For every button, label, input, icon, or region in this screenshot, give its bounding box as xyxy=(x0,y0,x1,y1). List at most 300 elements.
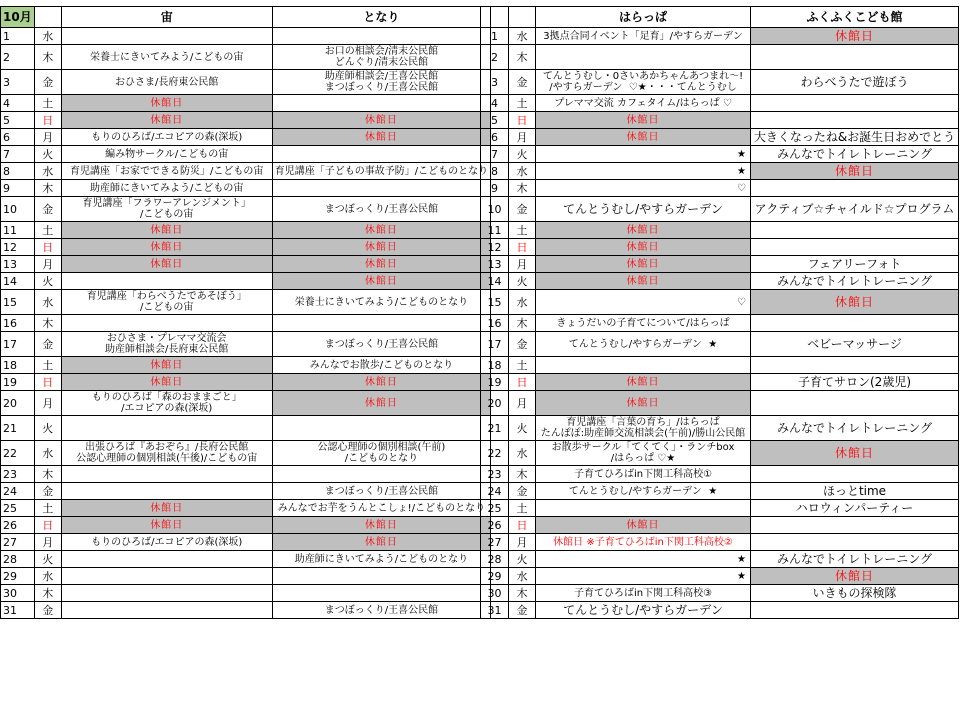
day-of-week: 日 xyxy=(34,239,61,256)
day-number: 14 xyxy=(1,273,35,290)
day-of-week: 日 xyxy=(34,112,61,129)
table-row xyxy=(1,95,491,112)
day-number: 13 xyxy=(1,256,35,273)
fuku-event-cell xyxy=(751,391,959,416)
fuku-event-cell: フェアリーフォト xyxy=(751,256,959,273)
fuku-event-cell xyxy=(751,466,959,483)
sora-event-cell: 休館日 xyxy=(61,374,272,391)
harappa-event-cell: 休館日 xyxy=(536,517,751,534)
tonari-event-cell: 助産師相談会/王喜公民館 まつぼっくり/王喜公民館 xyxy=(272,70,490,95)
tonari-event-cell: まつぼっくり/王喜公民館 xyxy=(272,602,490,619)
day-of-week: 土 xyxy=(34,357,61,374)
table-row xyxy=(1,273,491,290)
day-number: 20 xyxy=(481,391,509,416)
table-row xyxy=(481,332,959,357)
day-number: 26 xyxy=(1,517,35,534)
day-number: 22 xyxy=(481,441,509,466)
day-of-week: 金 xyxy=(509,70,536,95)
table-row xyxy=(481,129,959,146)
sora-event-cell: 育児講座「フラワーアレンジメント」 /こどもの宙 xyxy=(61,197,272,222)
fuku-event-cell xyxy=(751,180,959,197)
day-number: 10 xyxy=(1,197,35,222)
day-of-week: 日 xyxy=(34,517,61,534)
table-row xyxy=(481,568,959,585)
table-row xyxy=(1,222,491,239)
tonari-event-cell: 育児講座「子どもの事故予防」/こどものとなり xyxy=(272,163,490,180)
sora-event-cell: もりのひろば「森のおままごと」 /エコピアの森(深坂) xyxy=(61,391,272,416)
day-of-week: 火 xyxy=(34,273,61,290)
day-of-week: 金 xyxy=(509,197,536,222)
day-number: 14 xyxy=(481,273,509,290)
day-number: 15 xyxy=(481,290,509,315)
left-header-row xyxy=(1,7,491,28)
harappa-event-cell: 3拠点合同イベント「足育」/やすらガーデン xyxy=(536,28,751,45)
tonari-event-cell xyxy=(272,28,490,45)
fuku-event-cell: みんなでトイレトレーニング xyxy=(751,551,959,568)
day-of-week: 木 xyxy=(509,45,536,70)
fuku-event-cell: わらべうたで遊ぼう xyxy=(751,70,959,95)
day-number: 4 xyxy=(1,95,35,112)
fuku-event-cell: 休館日 xyxy=(751,163,959,180)
sora-event-cell: 編み物サークル/こどもの宙 xyxy=(61,146,272,163)
sora-event-cell xyxy=(61,466,272,483)
tonari-event-cell: まつぼっくり/王喜公民館 xyxy=(272,332,490,357)
day-number: 7 xyxy=(1,146,35,163)
day-number: 9 xyxy=(481,180,509,197)
table-row xyxy=(481,585,959,602)
sora-event-cell: 休館日 xyxy=(61,256,272,273)
table-row xyxy=(481,273,959,290)
day-number: 11 xyxy=(1,222,35,239)
day-of-week: 月 xyxy=(509,129,536,146)
day-of-week: 金 xyxy=(34,197,61,222)
right-column-header-fuku: ふくふくこども館 xyxy=(751,7,959,28)
table-row xyxy=(1,551,491,568)
sora-event-cell: 休館日 xyxy=(61,95,272,112)
day-of-week: 土 xyxy=(34,95,61,112)
fuku-event-cell: ハロウィンパーティー xyxy=(751,500,959,517)
day-of-week: 日 xyxy=(509,374,536,391)
harappa-event-cell: ★ xyxy=(536,163,751,180)
sora-event-cell: 休館日 xyxy=(61,222,272,239)
table-row xyxy=(481,483,959,500)
day-number: 28 xyxy=(481,551,509,568)
table-row xyxy=(1,391,491,416)
day-number: 28 xyxy=(1,551,35,568)
table-row xyxy=(481,180,959,197)
day-number: 17 xyxy=(1,332,35,357)
tonari-event-cell: 助産師にきいてみよう/こどものとなり xyxy=(272,551,490,568)
day-of-week: 金 xyxy=(509,602,536,619)
harappa-event-cell: ♡ xyxy=(536,180,751,197)
sora-event-cell: おひさま/長府東公民館 xyxy=(61,70,272,95)
table-row xyxy=(1,315,491,332)
sora-event-cell: 休館日 xyxy=(61,239,272,256)
day-number: 29 xyxy=(1,568,35,585)
day-number: 4 xyxy=(481,95,509,112)
sora-event-cell: もりのひろば/エコピアの森(深坂) xyxy=(61,534,272,551)
day-of-week: 日 xyxy=(509,112,536,129)
day-number: 1 xyxy=(481,28,509,45)
sora-event-cell: 育児講座「お家でできる防災」/こどもの宙 xyxy=(61,163,272,180)
sora-event-cell: 休館日 xyxy=(61,112,272,129)
day-number: 5 xyxy=(481,112,509,129)
day-of-week: 日 xyxy=(509,517,536,534)
day-of-week: 月 xyxy=(509,256,536,273)
fuku-event-cell xyxy=(751,357,959,374)
tonari-event-cell: お口の相談会/清末公民館 どんぐり/清末公民館 xyxy=(272,45,490,70)
day-of-week: 日 xyxy=(34,374,61,391)
sora-event-cell: 出張ひろば『あおぞら』/長府公民館 公認心理師の個別相談(午後)/こどもの宙 xyxy=(61,441,272,466)
day-of-week: 月 xyxy=(34,534,61,551)
fuku-event-cell xyxy=(751,95,959,112)
table-row xyxy=(1,416,491,441)
sora-event-cell: 休館日 xyxy=(61,500,272,517)
sora-event-cell: もりのひろば/エコピアの森(深坂) xyxy=(61,129,272,146)
fuku-event-cell: いきもの探検隊 xyxy=(751,585,959,602)
day-of-week: 水 xyxy=(509,290,536,315)
day-number: 19 xyxy=(481,374,509,391)
day-number: 29 xyxy=(481,568,509,585)
fuku-event-cell xyxy=(751,239,959,256)
table-row xyxy=(1,70,491,95)
day-number: 23 xyxy=(481,466,509,483)
table-row xyxy=(481,602,959,619)
day-of-week: 木 xyxy=(34,466,61,483)
day-of-week: 土 xyxy=(34,222,61,239)
table-row xyxy=(1,602,491,619)
sora-event-cell xyxy=(61,416,272,441)
day-of-week: 土 xyxy=(509,357,536,374)
day-number: 18 xyxy=(1,357,35,374)
harappa-event-cell: 休館日 ※子育てひろばin下関工科高校② xyxy=(536,534,751,551)
day-of-week: 火 xyxy=(509,273,536,290)
tonari-event-cell: 休館日 xyxy=(272,256,490,273)
tonari-event-cell: みんなでお芋をうんとこしょ!/こどものとなり xyxy=(272,500,490,517)
harappa-event-cell: ★ xyxy=(536,146,751,163)
harappa-event-cell: 休館日 xyxy=(536,222,751,239)
fuku-event-cell: 休館日 xyxy=(751,568,959,585)
fuku-event-cell: アクティブ☆チャイルド☆プログラム xyxy=(751,197,959,222)
day-number: 12 xyxy=(481,239,509,256)
day-of-week: 水 xyxy=(34,441,61,466)
sora-event-cell: 休館日 xyxy=(61,517,272,534)
day-of-week: 金 xyxy=(34,483,61,500)
day-number: 11 xyxy=(481,222,509,239)
table-row xyxy=(481,534,959,551)
day-number: 24 xyxy=(481,483,509,500)
right-dow-header xyxy=(509,7,536,28)
day-of-week: 金 xyxy=(34,602,61,619)
harappa-event-cell: ★ xyxy=(536,551,751,568)
day-number: 21 xyxy=(481,416,509,441)
table-row xyxy=(481,315,959,332)
day-of-week: 水 xyxy=(34,290,61,315)
tonari-event-cell: 休館日 xyxy=(272,112,490,129)
table-row xyxy=(1,332,491,357)
day-number: 25 xyxy=(1,500,35,517)
table-row xyxy=(481,551,959,568)
day-of-week: 土 xyxy=(34,500,61,517)
table-row xyxy=(1,256,491,273)
day-of-week: 金 xyxy=(34,70,61,95)
day-number: 31 xyxy=(1,602,35,619)
tonari-event-cell: 休館日 xyxy=(272,374,490,391)
fuku-event-cell xyxy=(751,534,959,551)
table-row xyxy=(1,28,491,45)
harappa-event-cell: てんとうむし/やすらガーデン ★ xyxy=(536,332,751,357)
harappa-event-cell: 子育てひろばin下関工科高校① xyxy=(536,466,751,483)
day-number: 16 xyxy=(481,315,509,332)
day-of-week: 日 xyxy=(509,239,536,256)
day-number: 3 xyxy=(1,70,35,95)
tonari-event-cell: 休館日 xyxy=(272,517,490,534)
day-of-week: 金 xyxy=(34,332,61,357)
tonari-event-cell: みんなでお散歩/こどものとなり xyxy=(272,357,490,374)
fuku-event-cell xyxy=(751,222,959,239)
tonari-event-cell: 休館日 xyxy=(272,222,490,239)
day-number: 27 xyxy=(1,534,35,551)
fuku-event-cell: みんなでトイレトレーニング xyxy=(751,273,959,290)
sora-event-cell xyxy=(61,28,272,45)
day-number: 26 xyxy=(481,517,509,534)
day-number: 23 xyxy=(1,466,35,483)
tonari-event-cell xyxy=(272,95,490,112)
tonari-event-cell: 公認心理師の個別相談(午前) /こどものとなり xyxy=(272,441,490,466)
table-row xyxy=(481,112,959,129)
sora-event-cell: 助産師にきいてみよう/こどもの宙 xyxy=(61,180,272,197)
harappa-event-cell: ★ xyxy=(536,568,751,585)
table-row xyxy=(1,163,491,180)
day-number: 16 xyxy=(1,315,35,332)
fuku-event-cell: みんなでトイレトレーニング xyxy=(751,146,959,163)
day-number: 2 xyxy=(1,45,35,70)
day-number: 2 xyxy=(481,45,509,70)
harappa-event-cell: 休館日 xyxy=(536,374,751,391)
day-number: 31 xyxy=(481,602,509,619)
day-number: 9 xyxy=(1,180,35,197)
sora-event-cell xyxy=(61,483,272,500)
day-of-week: 火 xyxy=(34,551,61,568)
day-number: 30 xyxy=(481,585,509,602)
sora-event-cell xyxy=(61,273,272,290)
harappa-event-cell xyxy=(536,357,751,374)
left-month-header: 10月 xyxy=(1,7,35,28)
table-row xyxy=(481,374,959,391)
sora-event-cell xyxy=(61,602,272,619)
table-row xyxy=(1,517,491,534)
tonari-event-cell: 休館日 xyxy=(272,534,490,551)
day-number: 6 xyxy=(1,129,35,146)
right-month-header xyxy=(481,7,509,28)
day-number: 3 xyxy=(481,70,509,95)
day-number: 17 xyxy=(481,332,509,357)
day-of-week: 土 xyxy=(509,500,536,517)
harappa-event-cell: 休館日 xyxy=(536,273,751,290)
table-row xyxy=(1,534,491,551)
day-number: 27 xyxy=(481,534,509,551)
day-number: 30 xyxy=(1,585,35,602)
table-row xyxy=(481,28,959,45)
day-of-week: 月 xyxy=(509,534,536,551)
tonari-event-cell: 栄養士にきいてみよう/こどものとなり xyxy=(272,290,490,315)
day-of-week: 土 xyxy=(509,95,536,112)
harappa-event-cell: きょうだいの子育てについて/はらっぱ xyxy=(536,315,751,332)
day-of-week: 月 xyxy=(34,391,61,416)
table-row xyxy=(1,357,491,374)
day-number: 1 xyxy=(1,28,35,45)
day-number: 8 xyxy=(481,163,509,180)
day-number: 22 xyxy=(1,441,35,466)
table-row xyxy=(481,357,959,374)
sora-event-cell xyxy=(61,551,272,568)
sora-event-cell xyxy=(61,315,272,332)
right-header-row xyxy=(481,7,959,28)
day-of-week: 金 xyxy=(509,332,536,357)
table-row xyxy=(481,500,959,517)
harappa-event-cell: 休館日 xyxy=(536,256,751,273)
tonari-event-cell xyxy=(272,585,490,602)
day-of-week: 木 xyxy=(509,585,536,602)
left-schedule-table xyxy=(0,6,491,619)
table-row xyxy=(481,290,959,315)
day-of-week: 月 xyxy=(34,256,61,273)
sora-event-cell: 栄養士にきいてみよう/こどもの宙 xyxy=(61,45,272,70)
table-row xyxy=(481,45,959,70)
day-of-week: 水 xyxy=(34,163,61,180)
tonari-event-cell xyxy=(272,146,490,163)
harappa-event-cell: 休館日 xyxy=(536,239,751,256)
day-number: 24 xyxy=(1,483,35,500)
day-of-week: 木 xyxy=(34,180,61,197)
table-row xyxy=(481,70,959,95)
fuku-event-cell: 休館日 xyxy=(751,290,959,315)
harappa-event-cell: お散歩サークル「てくてく」・ランチbox /はらっぱ ♡★ xyxy=(536,441,751,466)
table-row xyxy=(481,416,959,441)
day-number: 7 xyxy=(481,146,509,163)
day-number: 10 xyxy=(481,197,509,222)
day-number: 6 xyxy=(481,129,509,146)
table-row xyxy=(1,112,491,129)
day-of-week: 木 xyxy=(34,585,61,602)
fuku-event-cell xyxy=(751,517,959,534)
table-row xyxy=(1,483,491,500)
day-of-week: 水 xyxy=(509,28,536,45)
left-column-header-tonari: となり xyxy=(272,7,490,28)
harappa-event-cell: てんとうむし・0さいあかちゃんあつまれ〜! /やすらガーデン ♡★・・・てんとうむし xyxy=(536,70,751,95)
day-number: 12 xyxy=(1,239,35,256)
day-of-week: 水 xyxy=(34,568,61,585)
fuku-event-cell: 休館日 xyxy=(751,28,959,45)
day-of-week: 火 xyxy=(509,146,536,163)
day-number: 20 xyxy=(1,391,35,416)
sora-event-cell: おひさま・プレママ交流会 助産師相談会/長府東公民館 xyxy=(61,332,272,357)
harappa-event-cell: てんとうむし/やすらガーデン xyxy=(536,602,751,619)
table-row xyxy=(1,374,491,391)
day-number: 21 xyxy=(1,416,35,441)
day-number: 8 xyxy=(1,163,35,180)
harappa-event-cell xyxy=(536,500,751,517)
table-row xyxy=(1,585,491,602)
tonari-event-cell xyxy=(272,416,490,441)
harappa-event-cell: 子育てひろばin下関工科高校③ xyxy=(536,585,751,602)
table-row xyxy=(481,239,959,256)
harappa-event-cell: ♡ xyxy=(536,290,751,315)
right-schedule-table xyxy=(480,6,959,619)
tonari-event-cell: まつぼっくり/王喜公民館 xyxy=(272,483,490,500)
day-of-week: 水 xyxy=(509,163,536,180)
harappa-event-cell: プレママ交流 カフェタイム/はらっぱ ♡ xyxy=(536,95,751,112)
harappa-event-cell: 休館日 xyxy=(536,129,751,146)
day-of-week: 木 xyxy=(509,180,536,197)
day-of-week: 木 xyxy=(509,315,536,332)
day-number: 15 xyxy=(1,290,35,315)
day-number: 25 xyxy=(481,500,509,517)
day-of-week: 火 xyxy=(34,146,61,163)
fuku-event-cell: 休館日 xyxy=(751,441,959,466)
table-row xyxy=(481,517,959,534)
table-row xyxy=(1,441,491,466)
table-row xyxy=(481,197,959,222)
day-of-week: 水 xyxy=(509,568,536,585)
fuku-event-cell: 大きくなったね&お誕生日おめでとう xyxy=(751,129,959,146)
tonari-event-cell: 休館日 xyxy=(272,391,490,416)
fuku-event-cell: みんなでトイレトレーニング xyxy=(751,416,959,441)
fuku-event-cell xyxy=(751,602,959,619)
table-row xyxy=(481,146,959,163)
day-of-week: 金 xyxy=(509,483,536,500)
day-of-week: 火 xyxy=(509,551,536,568)
left-dow-header xyxy=(34,7,61,28)
sora-event-cell xyxy=(61,585,272,602)
day-number: 5 xyxy=(1,112,35,129)
table-row xyxy=(1,466,491,483)
day-of-week: 火 xyxy=(34,416,61,441)
day-of-week: 水 xyxy=(509,441,536,466)
tonari-event-cell xyxy=(272,180,490,197)
harappa-event-cell: てんとうむし/やすらガーデン xyxy=(536,197,751,222)
sora-event-cell: 育児講座「わらべうたであそぼう」 /こどもの宙 xyxy=(61,290,272,315)
tonari-event-cell: 休館日 xyxy=(272,239,490,256)
table-row xyxy=(481,391,959,416)
table-row xyxy=(481,441,959,466)
day-number: 13 xyxy=(481,256,509,273)
fuku-event-cell: 子育てサロン(2歳児) xyxy=(751,374,959,391)
table-row xyxy=(1,239,491,256)
day-of-week: 月 xyxy=(34,129,61,146)
table-row xyxy=(1,290,491,315)
table-row xyxy=(1,129,491,146)
table-row xyxy=(1,568,491,585)
harappa-event-cell xyxy=(536,45,751,70)
harappa-event-cell: てんとうむし/やすらガーデン ★ xyxy=(536,483,751,500)
harappa-event-cell: 休館日 xyxy=(536,112,751,129)
fuku-event-cell: ほっとtime xyxy=(751,483,959,500)
table-row xyxy=(1,180,491,197)
table-row xyxy=(481,466,959,483)
day-of-week: 火 xyxy=(509,416,536,441)
tonari-event-cell: まつぼっくり/王喜公民館 xyxy=(272,197,490,222)
tonari-event-cell: 休館日 xyxy=(272,273,490,290)
table-row xyxy=(1,197,491,222)
day-of-week: 土 xyxy=(509,222,536,239)
day-number: 18 xyxy=(481,357,509,374)
table-row xyxy=(1,45,491,70)
left-column-header-sora: 宙 xyxy=(61,7,272,28)
sora-event-cell: 休館日 xyxy=(61,357,272,374)
harappa-event-cell: 休館日 xyxy=(536,391,751,416)
day-of-week: 水 xyxy=(34,28,61,45)
